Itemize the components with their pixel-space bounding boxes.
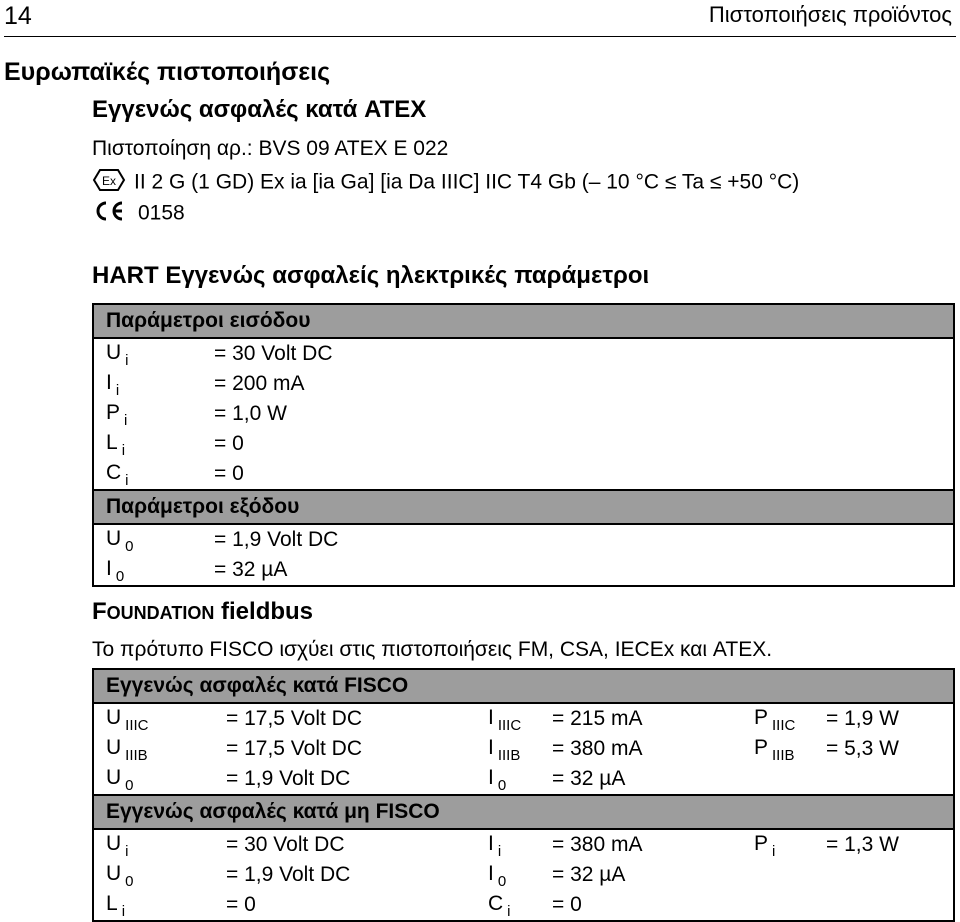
fieldbus-parameters-table: [92, 668, 955, 922]
param-symbol: [742, 890, 814, 921]
param-symbol: [742, 829, 814, 860]
param-symbol-letter: U: [106, 527, 122, 550]
param-symbol-letter: P: [106, 401, 121, 424]
param-value: = 380 mA: [552, 737, 643, 760]
param-value: = 32 µA: [552, 863, 626, 886]
ce-number: 0158: [138, 201, 185, 225]
param-symbol: [742, 703, 814, 734]
param-row: [93, 459, 954, 490]
param-symbol-letter: I: [106, 371, 112, 394]
atex-marking: [92, 168, 799, 198]
param-row: [93, 860, 954, 890]
param-symbol-letter: U: [106, 736, 122, 759]
param-symbol: [476, 734, 540, 764]
param-symbol-subscript: i: [125, 472, 129, 489]
fisco-heading: Εγγενώς ασφαλές κατά FISCO: [93, 669, 954, 703]
param-symbol-subscript: i: [507, 903, 511, 920]
param-row: [93, 429, 954, 459]
param-symbol-letter: I: [488, 832, 494, 855]
param-symbol: [476, 829, 540, 860]
param-symbol-subscript: 0: [497, 873, 507, 890]
param-row: [93, 555, 954, 586]
param-value: = 1,3 W: [814, 829, 954, 860]
param-symbol-subscript: i: [125, 352, 129, 369]
param-value: = 0: [540, 890, 742, 921]
param-value: = 1,9 Volt DC: [202, 524, 954, 555]
param-symbol-subscript: i: [125, 843, 129, 860]
param-symbol-subscript: i: [115, 382, 120, 399]
param-symbol-subscript: IIIB: [497, 747, 521, 764]
param-symbol-letter: L: [106, 892, 118, 915]
param-value: = 32 µA: [552, 767, 626, 790]
param-symbol-letter: P: [754, 832, 769, 855]
atex-marking-prefix: II 2 G (1 GD) Ex ia [ia Ga] [ia Da IIIC] IIC T4 Gb (– 10 °C: [134, 170, 660, 194]
param-row: [93, 399, 954, 429]
nonfisco-heading: Εγγενώς ασφαλές κατά μη FISCO: [93, 795, 954, 829]
param-symbol: [93, 703, 214, 734]
param-value: = 1,0 W: [202, 399, 954, 429]
param-symbol: [476, 860, 540, 890]
param-symbol: [93, 524, 202, 555]
param-symbol-letter: I: [106, 557, 112, 580]
param-symbol: [476, 890, 540, 921]
param-symbol-subscript: i: [121, 903, 126, 920]
param-value: = 1,9 W: [814, 703, 954, 734]
param-symbol: [742, 734, 814, 764]
param-symbol: [93, 369, 202, 399]
param-symbol-subscript: 0: [125, 538, 134, 555]
atex-marking-mid: Ta: [681, 170, 705, 194]
param-value: = 17,5 Volt DC: [226, 737, 362, 760]
param-value: [814, 860, 954, 890]
param-value: = 30 Volt DC: [202, 338, 954, 369]
param-row: [93, 338, 954, 369]
param-symbol-subscript: IIIC: [497, 717, 522, 734]
param-symbol-subscript: i: [121, 442, 126, 459]
param-symbol-subscript: IIIB: [772, 747, 795, 764]
param-symbol-letter: C: [488, 892, 504, 915]
param-symbol-letter: I: [488, 706, 494, 729]
param-symbol-subscript: IIIC: [772, 717, 796, 734]
param-symbol-subscript: 0: [497, 777, 507, 794]
foundation-fieldbus-heading: FOUNDATION fieldbus: [92, 598, 314, 625]
param-symbol-letter: I: [488, 736, 494, 759]
atex-heading: Εγγενώς ασφαλές κατά ATEX: [92, 96, 427, 123]
param-row: [93, 524, 954, 555]
param-symbol-letter: P: [754, 706, 769, 729]
param-symbol-subscript: i: [772, 843, 776, 860]
param-symbol: [93, 764, 214, 795]
param-row: [93, 703, 954, 734]
param-symbol-subscript: 0: [115, 568, 125, 585]
svg-text:Ex: Ex: [101, 174, 117, 188]
param-row: [93, 369, 954, 399]
param-value: = 0: [202, 459, 954, 490]
param-value: = 215 mA: [552, 707, 643, 730]
param-symbol: [93, 890, 214, 921]
section-heading-european: Ευρωπαϊκές πιστοποιήσεις: [4, 58, 331, 86]
output-params-heading: Παράμετροι εξόδου: [93, 490, 954, 524]
param-symbol: [93, 338, 202, 369]
param-symbol-letter: I: [488, 766, 494, 789]
param-symbol-subscript: i: [497, 843, 502, 860]
param-symbol: [742, 764, 814, 795]
param-symbol-letter: P: [754, 736, 769, 759]
less-equal-icon: ≤: [664, 170, 677, 194]
param-symbol: [93, 860, 214, 890]
param-symbol: [93, 459, 202, 490]
ce-marking: [92, 200, 185, 228]
param-symbol: [93, 734, 214, 764]
param-symbol-letter: U: [106, 706, 122, 729]
less-equal-icon: ≤: [709, 170, 722, 194]
header-rule: [4, 36, 956, 37]
param-value: = 1,9 Volt DC: [226, 863, 351, 886]
param-symbol-letter: U: [106, 341, 122, 364]
param-value: = 30 Volt DC: [226, 833, 345, 856]
param-symbol-letter: U: [106, 832, 122, 855]
ce-mark-icon: [92, 200, 126, 228]
param-symbol: [742, 860, 814, 890]
certificate-number: Πιστοποίηση αρ.: BVS 09 ATEX E 022: [92, 137, 449, 160]
param-symbol: [93, 555, 202, 586]
hart-parameters-table: [92, 303, 955, 587]
param-symbol-letter: L: [106, 431, 118, 454]
param-value: [814, 890, 954, 921]
input-params-heading: Παράμετροι εισόδου: [93, 304, 954, 338]
param-symbol-subscript: IIIB: [125, 747, 148, 764]
param-row: [93, 764, 954, 795]
ex-hexagon-icon: [92, 168, 126, 198]
param-symbol-subscript: i: [124, 412, 128, 429]
hart-heading: HART Εγγενώς ασφαλείς ηλεκτρικές παράμετροι: [92, 262, 650, 289]
param-value: = 1,9 Volt DC: [226, 767, 351, 790]
param-symbol: [93, 829, 214, 860]
param-row: [93, 734, 954, 764]
param-row: [93, 829, 954, 860]
param-value: = 32 µA: [202, 555, 954, 586]
param-value: = 380 mA: [552, 833, 643, 856]
param-value: = 0: [214, 890, 476, 921]
param-symbol-letter: U: [106, 766, 122, 789]
page-header-title: Πιστοποιήσεις προϊόντος: [708, 2, 952, 27]
param-value: = 0: [202, 429, 954, 459]
param-symbol-subscript: 0: [125, 873, 134, 890]
param-symbol-letter: U: [106, 862, 122, 885]
param-symbol: [93, 399, 202, 429]
atex-marking-end: +50 °C): [727, 170, 800, 194]
fisco-note: Το πρότυπο FISCO ισχύει στις πιστοποιήσεις FM, CSA, IECEx και ATEX.: [92, 638, 773, 661]
param-symbol-letter: C: [106, 461, 122, 484]
param-value: = 200 mA: [202, 369, 954, 399]
param-value: = 5,3 W: [814, 734, 954, 764]
param-symbol-subscript: 0: [125, 777, 134, 794]
param-symbol: [93, 429, 202, 459]
page-number: 14: [4, 2, 32, 30]
param-symbol: [476, 703, 540, 734]
param-value: [814, 764, 954, 795]
param-symbol: [476, 764, 540, 795]
param-value: = 17,5 Volt DC: [226, 707, 362, 730]
param-row: [93, 890, 954, 921]
param-symbol-subscript: IIIC: [125, 717, 149, 734]
param-symbol-letter: I: [488, 862, 494, 885]
